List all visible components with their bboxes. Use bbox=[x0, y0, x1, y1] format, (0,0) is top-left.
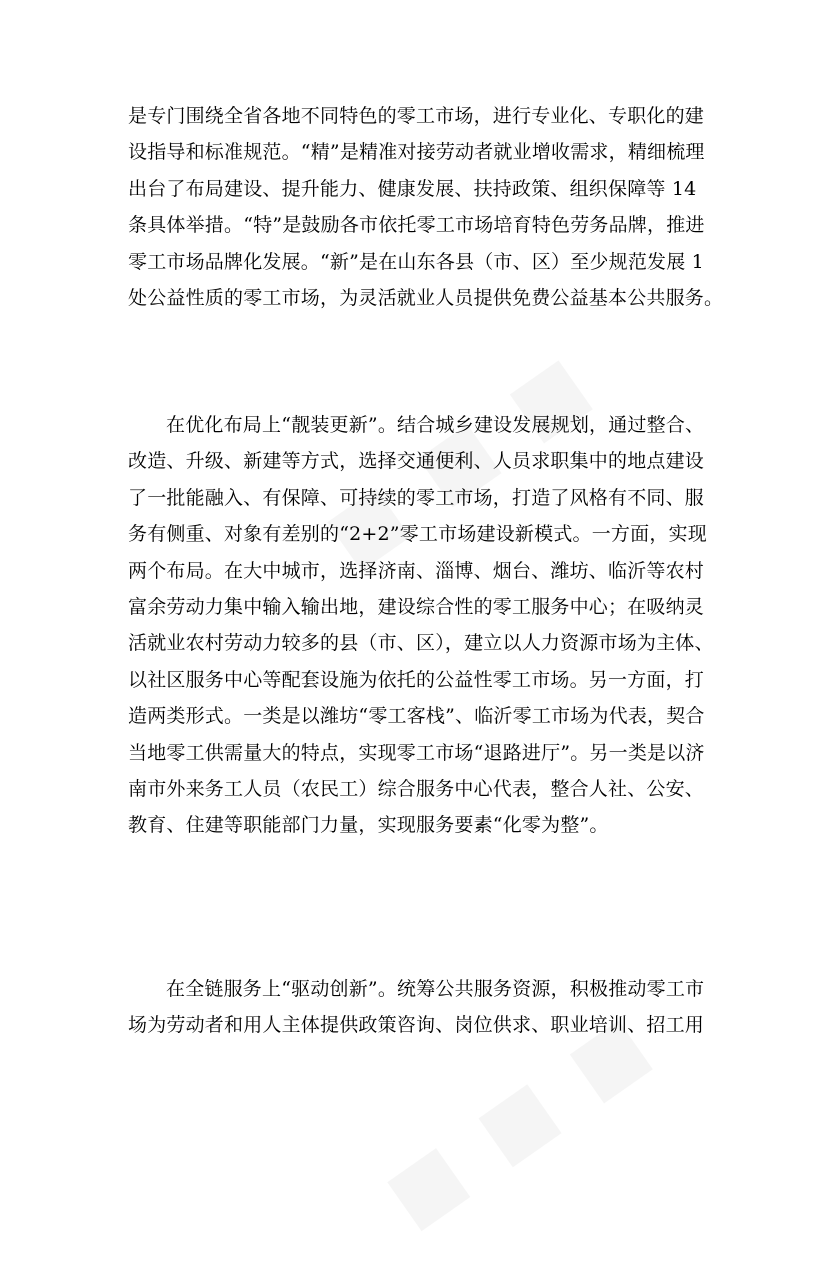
text-line: 场为劳动者和用人主体提供政策咨询、岗位供求、职业培训、招工用 bbox=[128, 1014, 705, 1037]
text-line: 活就业农村劳动力较多的县（市、区），建立以人力资源市场为主体、 bbox=[128, 632, 714, 655]
text-line: 务有侧重、对象有差别的“2+2”零工市场建设新模式。一方面，实现 bbox=[128, 523, 707, 546]
text-line: 南市外来务工人员（农民工）综合服务中心代表，整合人社、公安、 bbox=[128, 777, 705, 800]
text-line: 是专门围绕全省各地不同特色的零工市场，进行专业化、专职化的建 bbox=[128, 105, 705, 127]
text-line: 条具体举措。“特”是鼓励各市依托零工市场培育特色劳务品牌，推进 bbox=[128, 214, 705, 237]
text-line: 当地零工供需量大的特点，实现零工市场“退路进厅”。另一类是以济 bbox=[128, 741, 705, 764]
text-line: 以社区服务中心等配套设施为依托的公益性零工市场。另一方面，打 bbox=[128, 668, 705, 691]
text-line: 在优化布局上“靓装更新”。结合城乡建设发展规划，通过整合、 bbox=[166, 414, 705, 436]
text-line: 零工市场品牌化发展。“新”是在山东各县（市、区）至少规范发展 1 bbox=[128, 250, 704, 273]
text-line: 了一批能融入、有保障、可持续的零工市场，打造了风格有不同、服 bbox=[128, 486, 705, 509]
text-line: 改造、升级、新建等方式，选择交通便利、人员求职集中的地点建设 bbox=[128, 450, 705, 473]
text-line: 教育、住建等职能部门力量，实现服务要素“化零为整”。 bbox=[128, 814, 609, 837]
text-line: 两个布局。在大中城市，选择济南、淄博、烟台、潍坊、临沂等农村 bbox=[128, 559, 705, 582]
text-line: 在全链服务上“驱动创新”。统筹公共服务资源，积极推动零工市 bbox=[166, 978, 705, 1000]
text-line: 出台了布局建设、提升能力、健康发展、扶持政策、组织保障等 14 bbox=[128, 177, 697, 200]
paragraph-1 bbox=[128, 98, 724, 316]
text-line: 富余劳动力集中输入输出地，建设综合性的零工服务中心；在吸纳灵 bbox=[128, 595, 705, 618]
text-line: 造两类形式。一类是以潍坊“零工客栈”、临沂零工市场为代表，契合 bbox=[128, 705, 705, 728]
text-line: 处公益性质的零工市场，为灵活就业人员提供免费公益基本公共服务。 bbox=[128, 286, 724, 309]
paragraph-3 bbox=[128, 971, 712, 1044]
text-line: 设指导和标准规范。“精”是精准对接劳动者就业增收需求，精细梳理 bbox=[128, 141, 705, 164]
paragraph-2 bbox=[128, 407, 712, 844]
